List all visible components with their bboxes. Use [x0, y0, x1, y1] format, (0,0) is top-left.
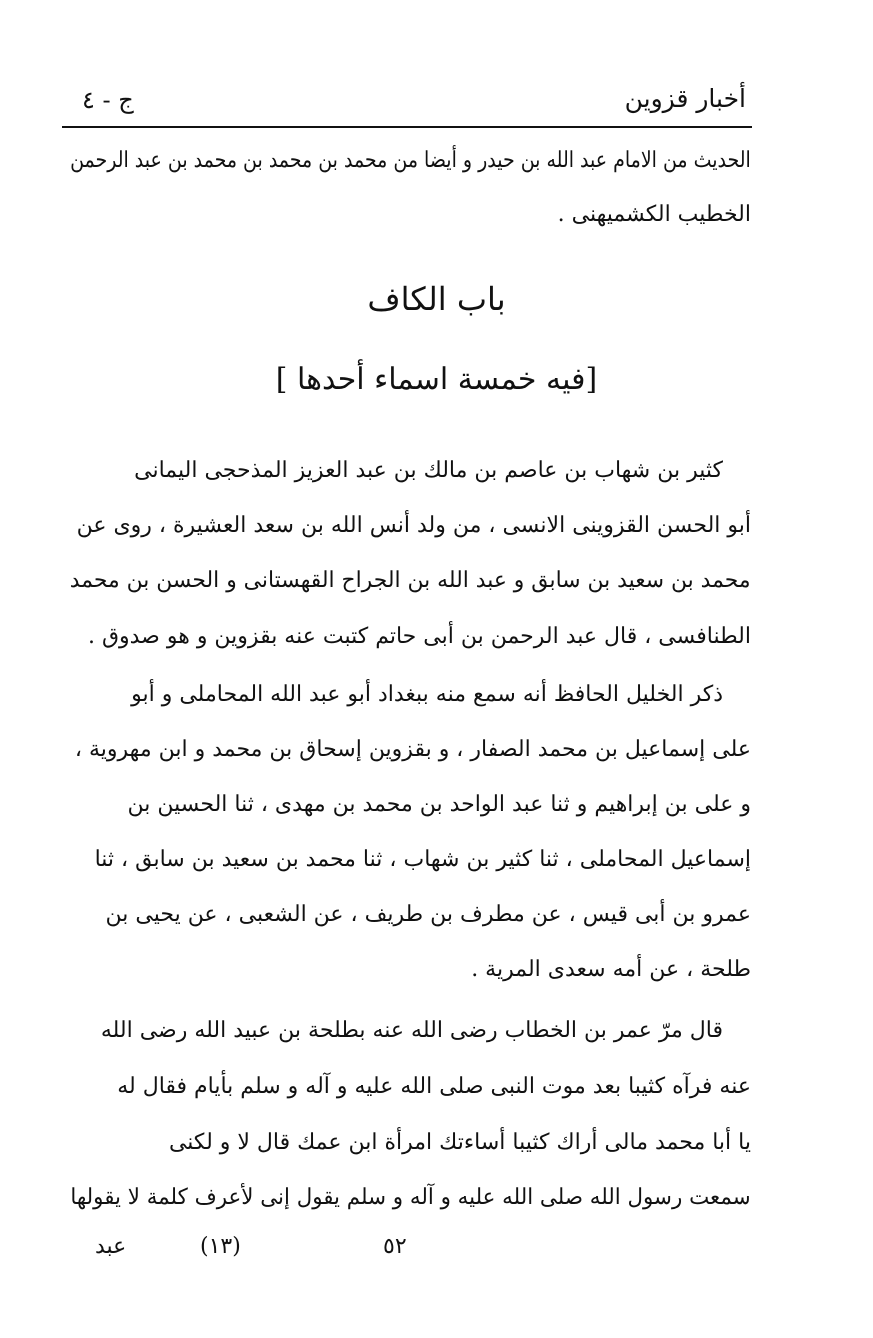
text-line: كثير بن شهاب بن عاصم بن مالك بن عبد العزيز المذحجى اليمانى	[134, 458, 723, 483]
text-line: على إسماعيل بن محمد الصفار ، و بقزوين إسحاق بن محمد و ابن مهروية ،	[74, 737, 751, 762]
header-title: أخبار قزوين	[624, 84, 746, 113]
footer-signature: (١٣)	[200, 1234, 241, 1259]
header-volume: ج - ٤	[82, 86, 134, 114]
text-line: الطنافسى ، قال عبد الرحمن بن أبى حاتم كتبت عنه بقزوين و هو صدوق .	[87, 624, 751, 649]
page-number: ٥٢	[383, 1234, 407, 1259]
text-line: إسماعيل المحاملى ، ثنا كثير بن شهاب ، ثنا محمد بن سعيد بن سابق ، ثنا	[94, 847, 751, 872]
text-line: أبو الحسن القزوينى الانسى ، من ولد أنس الله بن سعد العشيرة ، روى عن	[76, 513, 751, 538]
running-header	[62, 78, 752, 128]
text-line: و على بن إبراهيم و ثنا عبد الواحد بن محمد بن مهدى ، ثنا الحسين بن	[127, 792, 751, 817]
footer-catchword: عبد	[95, 1234, 127, 1259]
text-line: محمد بن سعيد بن سابق و عبد الله بن الجراح القهستانى و الحسن بن محمد	[70, 568, 751, 593]
chapter-subtitle: [فيه خمسة اسماء أحدها ]	[275, 362, 598, 397]
text-line: طلحة ، عن أمه سعدى المرية .	[471, 957, 751, 982]
text-line: يا أبا محمد مالى أراك كثيبا أساءتك امرأة ابن عمك قال لا و لكنى	[168, 1130, 751, 1155]
text-line: سمعت رسول الله صلى الله عليه و آله و سلم يقول إنى لأعرف كلمة لا يقولها	[70, 1185, 751, 1210]
text-line: الحديث من الامام عبد الله بن حيدر و أيضا من محمد بن محمد بن محمد بن عبد الرحمن	[70, 148, 751, 173]
text-line: عمرو بن أبى قيس ، عن مطرف بن طريف ، عن الشعبى ، عن يحيى بن	[105, 902, 751, 927]
text-line: ذكر الخليل الحافظ أنه سمع منه ببغداد أبو عبد الله المحاملى و أبو	[131, 682, 723, 707]
text-line: الخطيب الكشميهنى .	[557, 202, 751, 227]
text-line: قال مرّ عمر بن الخطاب رضى الله عنه بطلحة بن عبيد الله رضى الله	[100, 1018, 723, 1043]
text-line: عنه فرآه كثيبا بعد موت النبى صلى الله عليه و آله و سلم بأيام فقال له	[117, 1074, 751, 1099]
chapter-title: باب الكاف	[367, 280, 506, 318]
